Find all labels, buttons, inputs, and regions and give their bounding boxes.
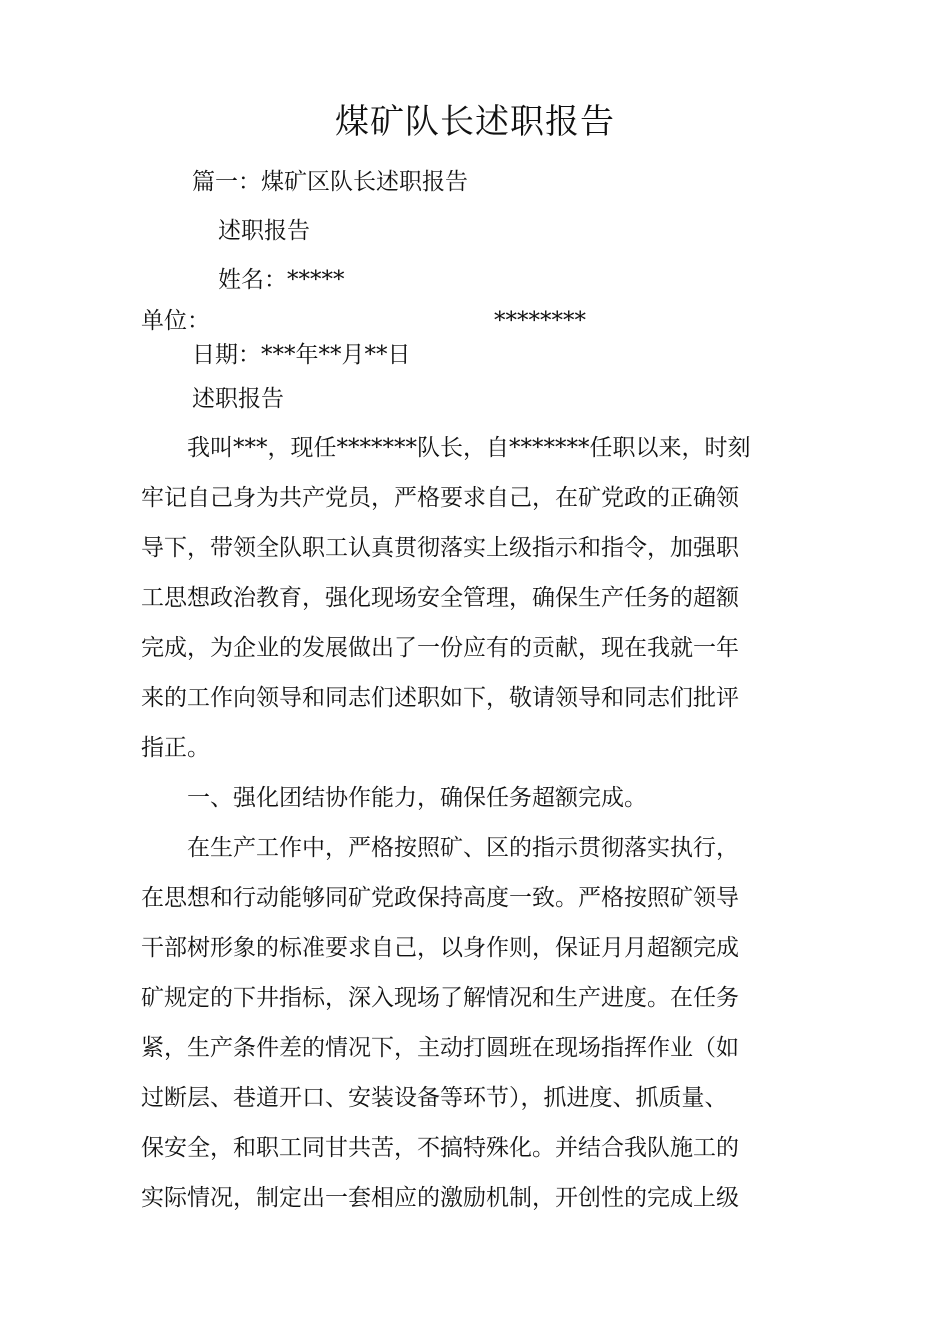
section-heading: 篇一：煤矿区队长述职报告	[192, 169, 468, 195]
unit-value: ********	[494, 308, 586, 334]
text-line: 矿规定的下井指标，深入现场了解情况和生产进度。在任务	[141, 985, 739, 1011]
intro-paragraph	[141, 432, 826, 782]
text-line: 在思想和行动能够同矿党政保持高度一致。严格按照矿领导	[141, 885, 739, 911]
text-line: 指正。	[141, 735, 210, 761]
document-title: 煤矿队长述职报告	[335, 102, 615, 142]
text-line: 牢记自己身为共产党员，严格要求自己，在矿党政的正确领	[141, 485, 739, 511]
section1-paragraph	[141, 832, 805, 1232]
text-line: 在生产工作中，严格按照矿、区的指示贯彻落实执行，	[141, 835, 739, 861]
report-label: 述职报告	[192, 386, 284, 412]
text-line: 导下，带领全队职工认真贯彻落实上级指示和指令，加强职	[141, 535, 739, 561]
text-line: 来的工作向领导和同志们述职如下，敬请领导和同志们批评	[141, 685, 739, 711]
text-line: 我叫***，现任*******队长，自*******任职以来，时刻	[141, 435, 751, 461]
text-line: 紧，生产条件差的情况下，主动打圆班在现场指挥作业（如	[141, 1035, 739, 1061]
text-line: 工思想政治教育，强化现场安全管理，确保生产任务的超额	[141, 585, 739, 611]
name-line: 姓名：*****	[218, 267, 345, 293]
report-subtitle: 述职报告	[218, 218, 310, 244]
date-line: 日期：***年**月**日	[192, 342, 411, 368]
text-line: 保安全，和职工同甘共苦，不搞特殊化。并结合我队施工的	[141, 1135, 739, 1161]
text-line: 一、强化团结协作能力，确保任务超额完成。	[141, 785, 647, 811]
text-line: 实际情况，制定出一套相应的激励机制，开创性的完成上级	[141, 1185, 739, 1211]
section1-heading	[141, 782, 826, 832]
text-line: 完成，为企业的发展做出了一份应有的贡献，现在我就一年	[141, 635, 739, 661]
text-line: 过断层、巷道开口、安装设备等环节），抓进度、抓质量、	[141, 1085, 728, 1111]
text-line: 干部树形象的标准要求自己，以身作则，保证月月超额完成	[141, 935, 739, 961]
unit-label: 单位：	[141, 308, 210, 334]
